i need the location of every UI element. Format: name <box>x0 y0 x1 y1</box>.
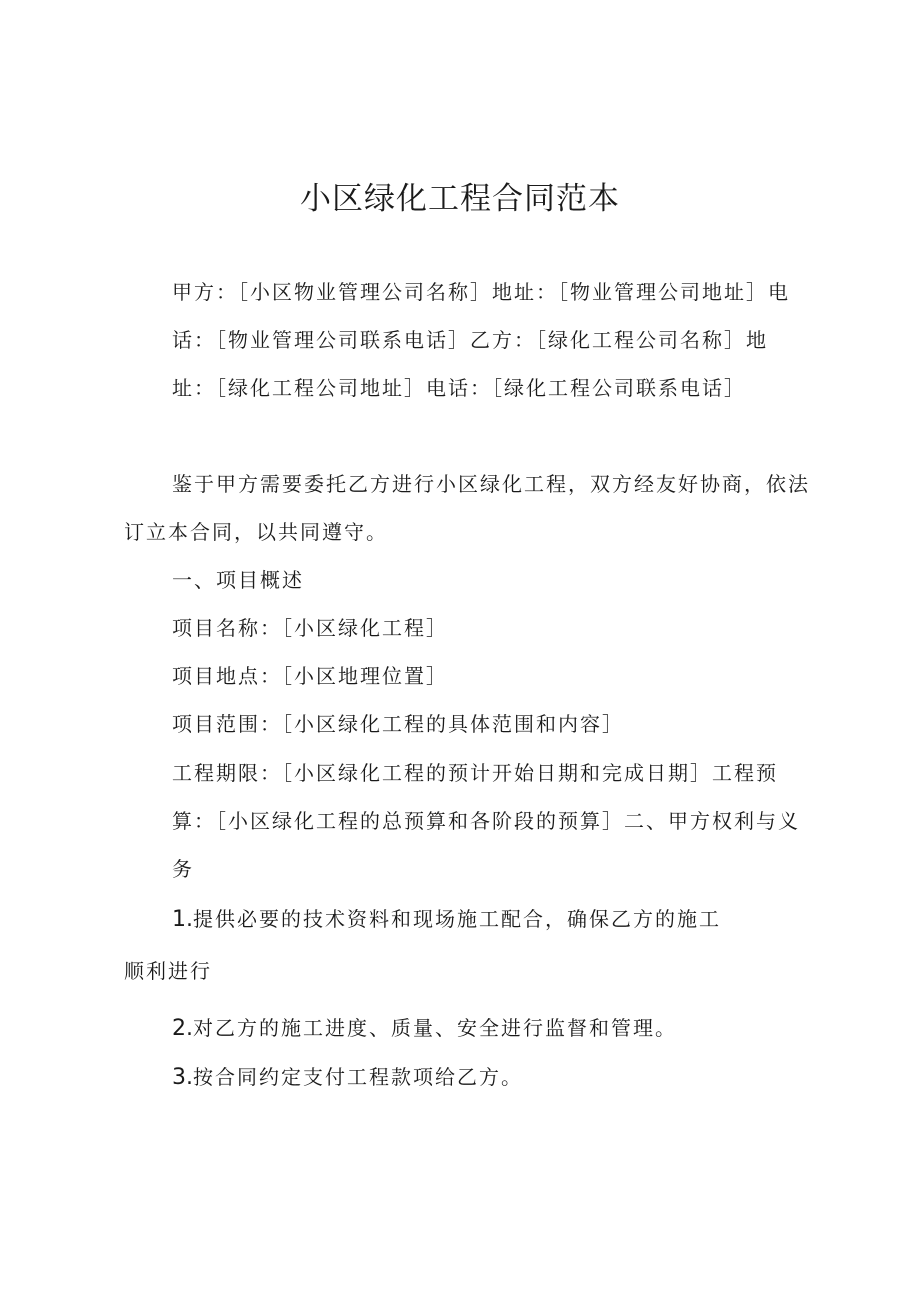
project-name: 项目名称：［小区绿化工程］ <box>172 616 448 640</box>
obligation-item-3-text: 按合同约定支付工程款项给乙方。 <box>193 1065 523 1089</box>
obligation-item-3-number: 3. <box>172 1065 193 1090</box>
project-scope: 项目范围：［小区绿化工程的具体范围和内容］ <box>172 712 624 736</box>
project-period-line-1: 工程期限：［小区绿化工程的预计开始日期和完成日期］工程预 <box>172 761 778 785</box>
obligation-item-2-number: 2. <box>172 1016 193 1041</box>
parties-line-1: 甲方：［小区物业管理公司名称］地址：［物业管理公司地址］电 <box>172 280 790 304</box>
obligation-item-1-text: 提供必要的技术资料和现场施工配合，确保乙方的施工 <box>193 907 721 931</box>
obligation-item-1-continuation: 顺利进行 <box>124 959 212 983</box>
preamble-line-1: 鉴于甲方需要委托乙方进行小区绿化工程，双方经友好协商，依法 <box>172 472 810 496</box>
parties-line-2: 话：［物业管理公司联系电话］乙方：［绿化工程公司名称］地 <box>172 328 768 352</box>
document-title: 小区绿化工程合同范本 <box>300 181 620 217</box>
preamble-line-2: 订立本合同，以共同遵守。 <box>124 520 388 544</box>
obligation-item-1-number: 1. <box>172 907 193 932</box>
obligation-item-2 <box>172 1011 677 1046</box>
obligation-item-2-text: 对乙方的施工进度、质量、安全进行监督和管理。 <box>193 1016 677 1040</box>
obligation-item-1 <box>172 902 721 937</box>
project-period-line-2: 算：［小区绿化工程的总预算和各阶段的预算］二、甲方权利与义 <box>172 809 800 833</box>
project-period-line-3: 务 <box>172 857 194 881</box>
section-heading-overview: 一、项目概述 <box>172 568 304 592</box>
obligation-item-3 <box>172 1060 523 1095</box>
project-location: 项目地点：［小区地理位置］ <box>172 664 448 688</box>
parties-line-3: 址：［绿化工程公司地址］电话：［绿化工程公司联系电话］ <box>172 376 746 400</box>
